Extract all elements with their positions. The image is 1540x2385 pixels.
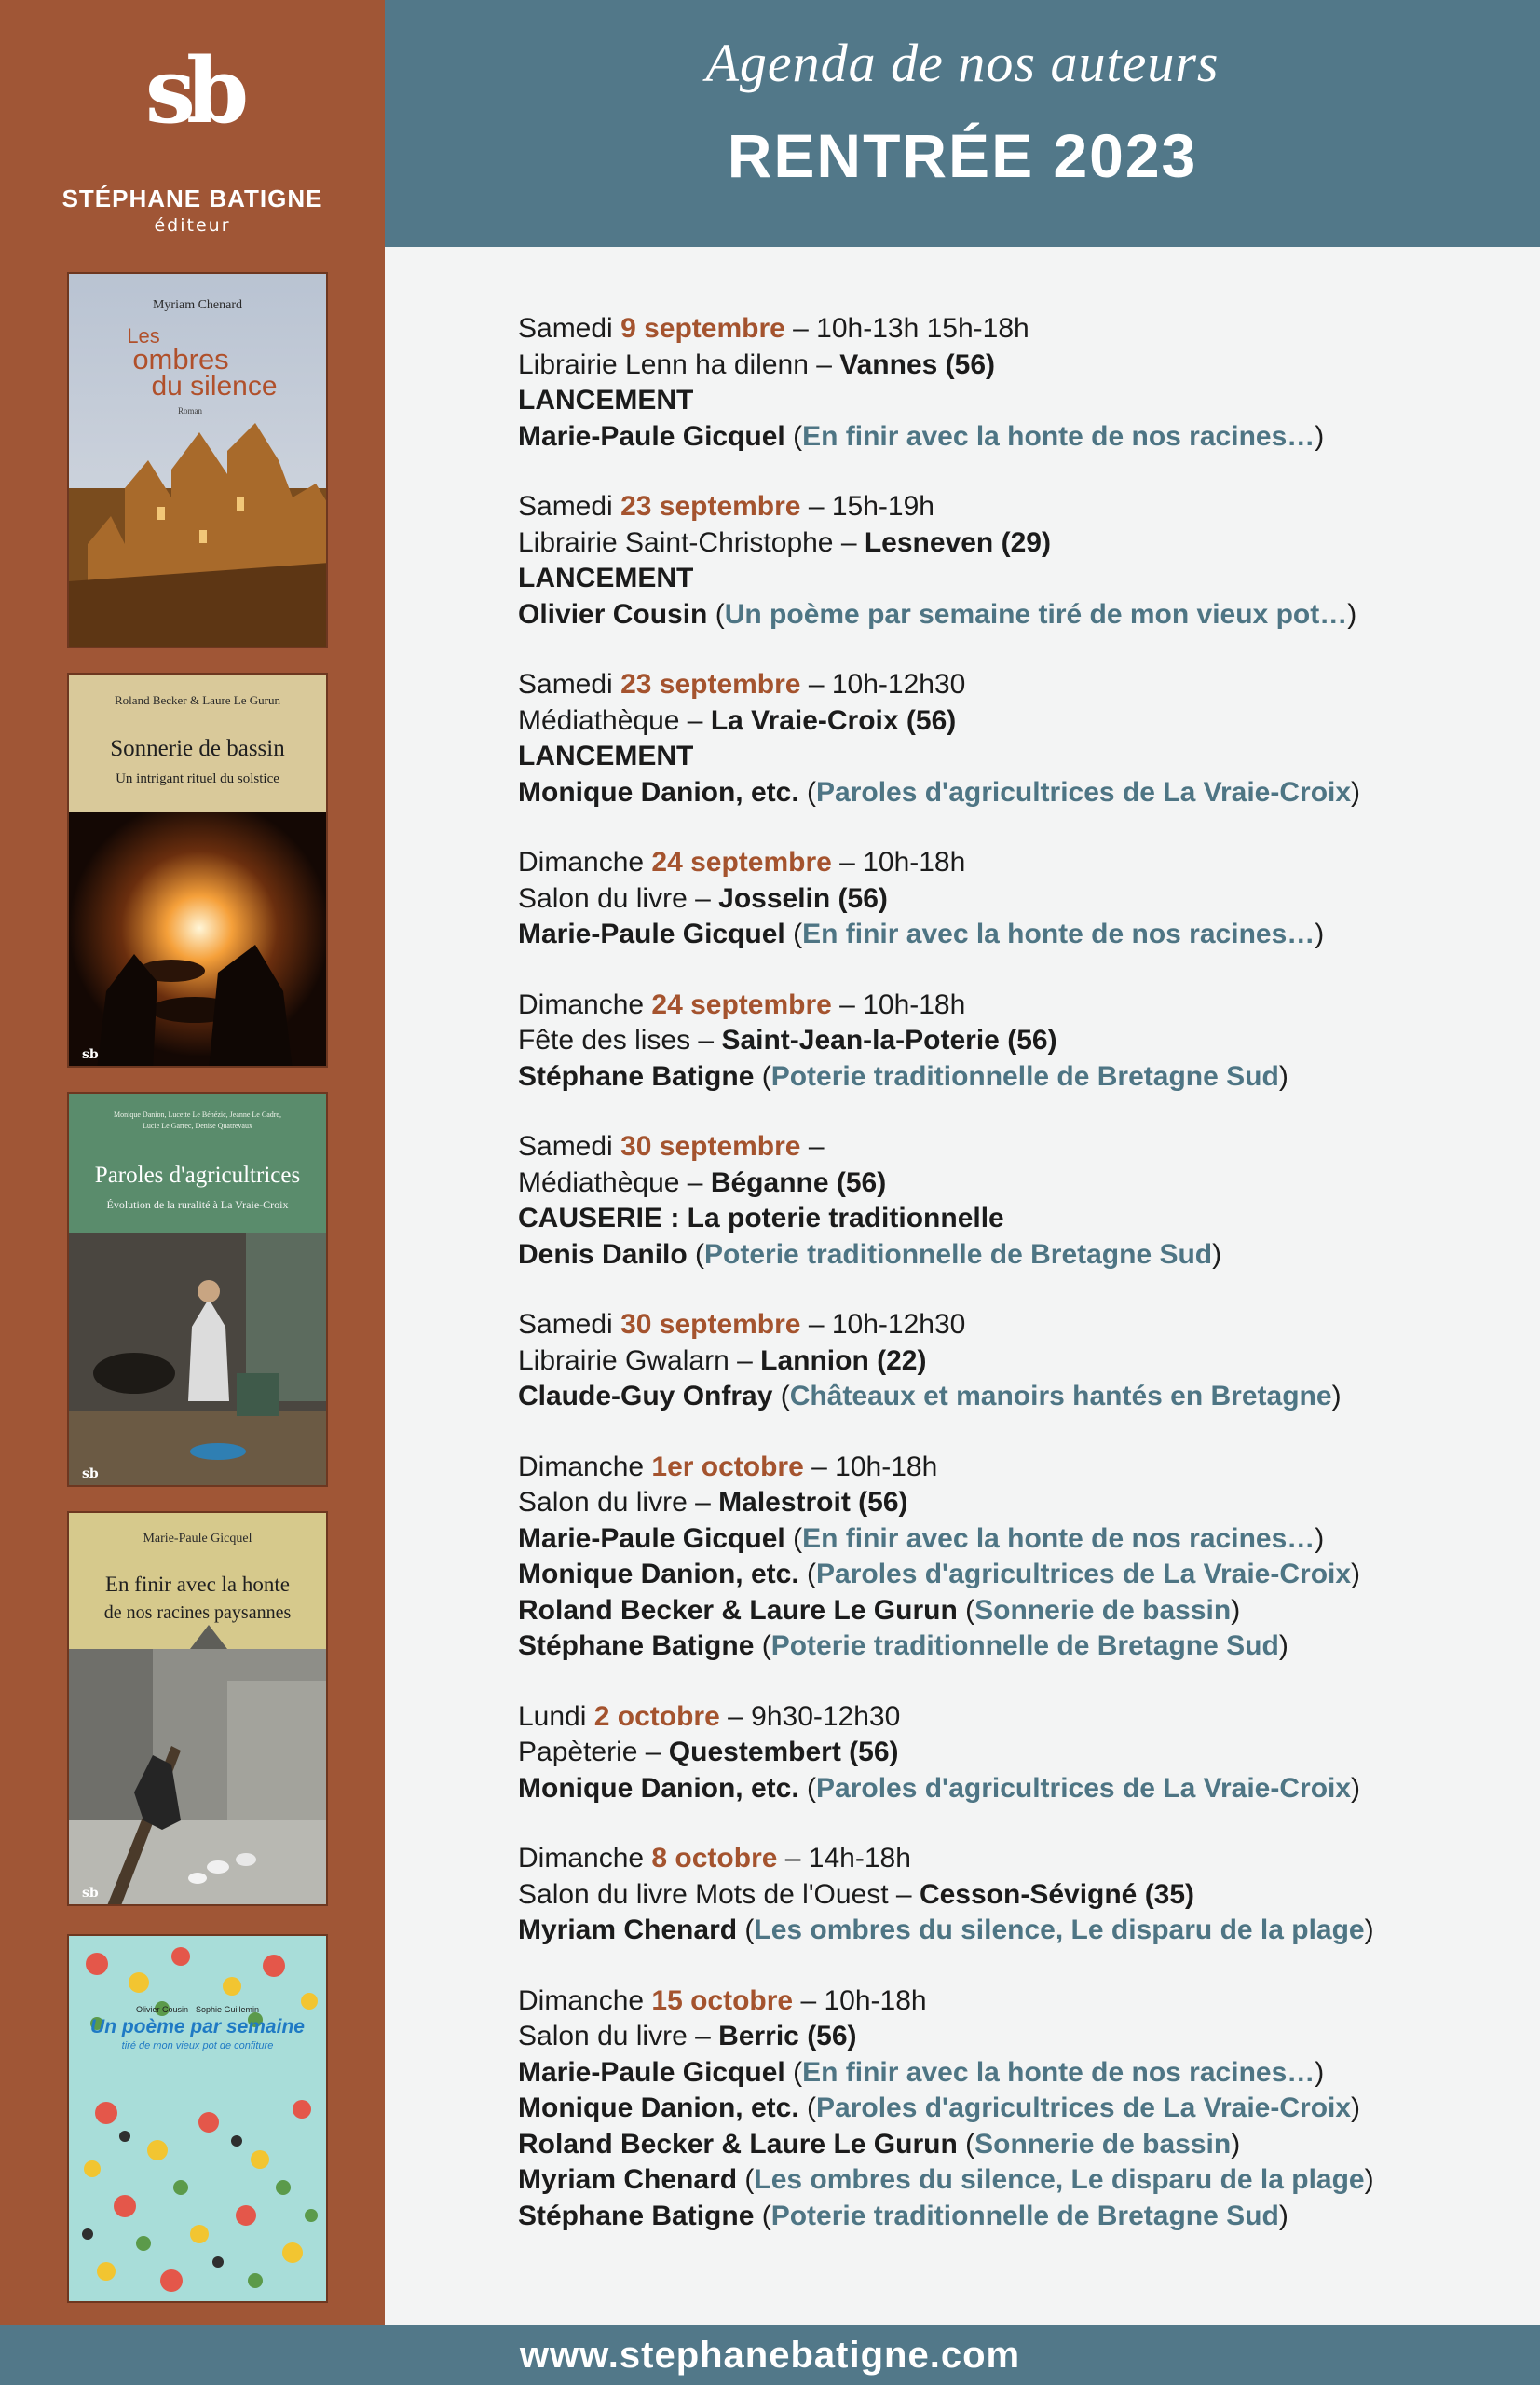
publisher-subtitle: éditeur (154, 215, 231, 236)
event-venue: Fête des lises (518, 1025, 691, 1056)
book-title-link[interactable]: Paroles d'agricultrices de La Vraie-Croix (816, 2092, 1352, 2123)
book-title-link[interactable]: En finir avec la honte de nos racines… (802, 420, 1315, 452)
event-author-line: Monique Danion, etc. (Paroles d'agricultrices de La Vraie-Croix) (518, 776, 1361, 808)
author-name: Denis Danilo (518, 1238, 688, 1270)
book-title-link[interactable]: En finir avec la honte de nos racines… (802, 2056, 1315, 2088)
event-date-line: Samedi 30 septembre – (518, 1131, 825, 1162)
event-author-line: Marie-Paule Gicquel (En finir avec la honte de nos racines…) (518, 2056, 1325, 2088)
event-author-line: Monique Danion, etc. (Paroles d'agricultrices de La Vraie-Croix) (518, 1559, 1361, 1589)
book-title-link[interactable]: Poterie traditionnelle de Bretagne Sud (770, 2200, 1279, 2231)
event-place: La Vraie-Croix (56) (710, 704, 957, 736)
event-venue-line: Librairie Saint-Christophe – Lesneven (29) (518, 526, 1051, 558)
event-venue: Librairie Saint-Christophe (518, 526, 834, 558)
event-author-line: Olivier Cousin (Un poème par semaine tiré de mon vieux pot…) (518, 598, 1357, 630)
cover-author: Olivier Cousin · Sophie Guillemin (135, 2005, 260, 2014)
event-day: Dimanche (518, 1984, 645, 2016)
event-author-line: Marie-Paule Gicquel (En finir avec la honte de nos racines…) (518, 919, 1325, 949)
event-block (518, 1129, 1506, 1273)
page-subtitle: RENTRÉE 2023 (727, 121, 1198, 190)
event-time: 14h-18h (808, 1843, 911, 1874)
event-time: 15h-19h (831, 491, 934, 522)
author-name: Monique Danion, etc. (518, 776, 799, 808)
event-block (518, 1450, 1506, 1665)
event-date: 8 octobre (651, 1843, 778, 1874)
author-name: Roland Becker & Laure Le Gurun (518, 2128, 958, 2160)
event-venue: Salon du livre (518, 1487, 688, 1518)
cover-genre: Roman (178, 406, 202, 416)
logo-mark: sb (144, 38, 240, 143)
cover-subtitle: Évolution de la ruralité à La Vraie-Croix (106, 1198, 289, 1211)
event-venue-line: Salon du livre Mots de l'Ouest – Cesson-Sévigné (35) (518, 1878, 1195, 1910)
event-place: Lannion (22) (760, 1344, 927, 1376)
book-title-link[interactable]: Poterie traditionnelle de Bretagne Sud (770, 1060, 1279, 1092)
event-date: 24 septembre (651, 847, 832, 878)
event-day: Samedi (518, 669, 613, 700)
event-date: 15 octobre (651, 1984, 794, 2016)
cover-illustration (69, 1936, 328, 2303)
book-title-link[interactable]: Les ombres du silence, Le disparu de la plage (754, 1915, 1365, 1945)
book-cover-en-finir-avec-la-honte[interactable] (67, 1511, 328, 1906)
event-date: 30 septembre (620, 1309, 801, 1340)
event-date-line: Dimanche 8 octobre – 14h-18h (518, 1843, 911, 1874)
cover-illustration (69, 1094, 328, 1487)
event-place: Béganne (56) (710, 1166, 887, 1198)
cover-logo: sb (82, 1047, 99, 1062)
event-venue: Salon du livre Mots de l'Ouest (518, 1878, 889, 1910)
event-date-line: Dimanche 1er octobre – 10h-18h (518, 1451, 938, 1482)
event-author-line: Marie-Paule Gicquel (En finir avec la honte de nos racines…) (518, 1522, 1325, 1554)
event-venue-line: Salon du livre – Berric (56) (518, 2021, 857, 2051)
book-title-link[interactable]: Sonnerie de bassin (974, 2128, 1232, 2160)
event-venue: Salon du livre (518, 882, 688, 914)
event-venue-line: Librairie Gwalarn – Lannion (22) (518, 1344, 927, 1376)
event-date: 9 septembre (620, 313, 785, 344)
cover-subtitle: tiré de mon vieux pot de confiture (121, 2040, 274, 2051)
cover-title-line2: ombres (132, 343, 229, 375)
event-venue: Salon du livre (518, 2021, 688, 2051)
event-date-line: Lundi 2 octobre – 9h30-12h30 (518, 1700, 901, 1732)
book-title-link[interactable]: Châteaux et manoirs hantés en Bretagne (789, 1381, 1332, 1411)
event-date-line: Dimanche 24 septembre – 10h-18h (518, 988, 966, 1020)
event-time: 10h-12h30 (831, 669, 966, 700)
book-title-link[interactable]: En finir avec la honte de nos racines… (802, 1522, 1315, 1554)
book-title-link[interactable]: Un poème par semaine tiré de mon vieux pot… (724, 598, 1348, 630)
cover-author: Roland Becker & Laure Le Gurun (115, 693, 280, 707)
author-name: Olivier Cousin (518, 598, 708, 630)
author-name: Stéphane Batigne (518, 1630, 755, 1661)
author-name: Stéphane Batigne (518, 2200, 755, 2231)
cover-author: Marie-Paule Gicquel (143, 1532, 252, 1546)
author-name: Monique Danion, etc. (518, 2092, 799, 2123)
event-author-line: Myriam Chenard (Les ombres du silence, Le disparu de la plage) (518, 1915, 1374, 1945)
event-venue-line: Salon du livre – Josselin (56) (518, 882, 888, 914)
event-time: 10h-18h (863, 847, 966, 878)
event-type: CAUSERIE : La poterie traditionnelle (518, 1203, 1004, 1233)
event-place: Berric (56) (718, 2021, 857, 2051)
event-date: 30 septembre (620, 1131, 801, 1162)
footer-website-link[interactable]: www.stephanebatigne.com (0, 2325, 1540, 2385)
book-title-link[interactable]: Poterie traditionnelle de Bretagne Sud (770, 1630, 1279, 1661)
cover-illustration (69, 675, 328, 1068)
event-day: Samedi (518, 491, 613, 522)
events-list (518, 311, 1506, 2269)
event-date-line: Samedi 23 septembre – 10h-12h30 (518, 669, 966, 700)
event-time: 10h-18h (824, 1984, 927, 2016)
event-time: 9h30-12h30 (751, 1700, 901, 1732)
event-place: Malestroit (56) (718, 1487, 908, 1518)
event-author-line: Stéphane Batigne (Poterie traditionnelle de Bretagne Sud) (518, 1630, 1288, 1661)
cover-title: Un poème par semaine (90, 2016, 305, 2037)
event-venue-line: Médiathèque – Béganne (56) (518, 1166, 887, 1198)
event-venue: Médiathèque (518, 1166, 680, 1198)
author-name: Marie-Paule Gicquel (518, 2056, 785, 2088)
cover-author: Myriam Chenard (152, 298, 243, 312)
event-place: Vannes (56) (839, 348, 996, 380)
event-date-line: Dimanche 15 octobre – 10h-18h (518, 1984, 927, 2016)
book-title-link[interactable]: Les ombres du silence, Le disparu de la plage (754, 2164, 1365, 2195)
event-day: Samedi (518, 313, 613, 344)
event-type: LANCEMENT (518, 385, 694, 416)
book-title-link[interactable]: Paroles d'agricultrices de La Vraie-Croix (816, 1559, 1352, 1589)
event-day: Samedi (518, 1131, 613, 1162)
event-block (518, 1307, 1506, 1415)
sidebar (0, 0, 385, 2325)
event-author-line: Denis Danilo (Poterie traditionnelle de Bretagne Sud) (518, 1238, 1222, 1270)
event-author-line: Marie-Paule Gicquel (En finir avec la honte de nos racines…) (518, 420, 1325, 452)
cover-title-line2: de nos racines paysannes (103, 1602, 292, 1623)
event-date: 23 septembre (620, 669, 801, 700)
event-venue: Librairie Lenn ha dilenn (518, 348, 809, 380)
book-cover-un-poeme-par-semaine[interactable] (67, 1934, 328, 2303)
author-name: Marie-Paule Gicquel (518, 1522, 785, 1554)
cover-author-line1: Monique Danion, Lucette Le Bénézic, Jeanne Le Cadre, (114, 1111, 281, 1119)
event-venue-line: Fête des lises – Saint-Jean-la-Poterie (56) (518, 1025, 1057, 1056)
event-author-line: Myriam Chenard (Les ombres du silence, Le disparu de la plage) (518, 2164, 1374, 2195)
event-place: Josselin (56) (718, 882, 888, 914)
event-time: 10h-18h (863, 988, 966, 1020)
event-author-line: Stéphane Batigne (Poterie traditionnelle de Bretagne Sud) (518, 1060, 1288, 1092)
event-date: 24 septembre (651, 988, 832, 1020)
book-title-link[interactable]: Poterie traditionnelle de Bretagne Sud (704, 1238, 1213, 1270)
event-day: Lundi (518, 1700, 587, 1732)
event-date-line: Samedi 30 septembre – 10h-12h30 (518, 1309, 966, 1340)
author-name: Roland Becker & Laure Le Gurun (518, 1594, 958, 1626)
event-type: LANCEMENT (518, 563, 694, 593)
author-name: Myriam Chenard (518, 1915, 738, 1945)
event-venue-line: Salon du livre – Malestroit (56) (518, 1487, 908, 1518)
author-name: Marie-Paule Gicquel (518, 420, 785, 452)
event-place: Lesneven (29) (864, 526, 1051, 558)
event-date: 23 septembre (620, 491, 801, 522)
page-title: Agenda de nos auteurs (705, 33, 1220, 93)
event-place: Saint-Jean-la-Poterie (56) (721, 1025, 1057, 1056)
publisher-name: STÉPHANE BATIGNE (61, 184, 323, 212)
book-cover-ombres-du-silence[interactable] (67, 272, 328, 648)
event-block (518, 311, 1506, 455)
publisher-logo[interactable] (0, 38, 385, 236)
event-block (518, 667, 1506, 811)
event-date-line: Samedi 9 septembre – 10h-13h 15h-18h (518, 313, 1029, 344)
event-time: 10h-13h 15h-18h (816, 313, 1029, 344)
event-author-line: Stéphane Batigne (Poterie traditionnelle de Bretagne Sud) (518, 2200, 1288, 2231)
event-block (518, 845, 1506, 953)
book-title-link[interactable]: Paroles d'agricultrices de La Vraie-Croix (816, 776, 1352, 808)
event-author-line: Roland Becker & Laure Le Gurun (Sonnerie de bassin) (518, 2128, 1241, 2160)
event-block (518, 1841, 1506, 1949)
event-venue-line: Librairie Lenn ha dilenn – Vannes (56) (518, 348, 996, 380)
event-author-line: Roland Becker & Laure Le Gurun (Sonnerie de bassin) (518, 1594, 1241, 1626)
event-day: Dimanche (518, 1451, 645, 1482)
event-block (518, 1699, 1506, 1807)
event-venue: Librairie Gwalarn (518, 1344, 729, 1376)
book-cover-sonnerie-de-bassin[interactable] (67, 673, 328, 1068)
cover-title-line1: En finir avec la honte (105, 1573, 290, 1596)
event-date-line: Dimanche 24 septembre – 10h-18h (518, 847, 966, 878)
book-cover-paroles-d-agricultrices[interactable] (67, 1092, 328, 1487)
event-venue-line: Médiathèque – La Vraie-Croix (56) (518, 704, 957, 736)
event-venue: Médiathèque (518, 704, 680, 736)
book-title-link[interactable]: En finir avec la honte de nos racines… (802, 919, 1315, 949)
event-date-line: Samedi 23 septembre – 15h-19h (518, 491, 934, 522)
event-date: 1er octobre (651, 1451, 804, 1482)
event-author-line: Monique Danion, etc. (Paroles d'agricultrices de La Vraie-Croix) (518, 2092, 1361, 2123)
author-name: Claude-Guy Onfray (518, 1381, 773, 1411)
event-block (518, 489, 1506, 633)
cover-author-line2: Lucie Le Garrec, Denise Quatrevaux (143, 1122, 252, 1130)
cover-logo: sb (82, 1466, 99, 1481)
event-author-line: Claude-Guy Onfray (Châteaux et manoirs hantés en Bretagne) (518, 1381, 1342, 1411)
event-time: 10h-12h30 (831, 1309, 966, 1340)
author-name: Myriam Chenard (518, 2164, 738, 2195)
event-time: 10h-18h (835, 1451, 938, 1482)
event-venue-line: Papèterie – Questembert (56) (518, 1737, 899, 1767)
event-place: Cesson-Sévigné (35) (919, 1878, 1195, 1910)
cover-title-line1: Les (127, 324, 160, 348)
event-place: Questembert (56) (668, 1737, 899, 1767)
page-header (385, 0, 1540, 247)
cover-title: Sonnerie de bassin (110, 736, 285, 761)
cover-title: Paroles d'agricultrices (94, 1163, 301, 1188)
book-title-link[interactable]: Paroles d'agricultrices de La Vraie-Croix (816, 1772, 1352, 1804)
event-block (518, 988, 1506, 1096)
event-date: 2 octobre (593, 1700, 720, 1732)
event-author-line: Monique Danion, etc. (Paroles d'agricultrices de La Vraie-Croix) (518, 1772, 1361, 1804)
event-day: Dimanche (518, 1843, 645, 1874)
event-day: Dimanche (518, 988, 645, 1020)
cover-title-line3: du silence (151, 371, 278, 402)
author-name: Monique Danion, etc. (518, 1559, 799, 1589)
event-day: Samedi (518, 1309, 613, 1340)
book-title-link[interactable]: Sonnerie de bassin (974, 1594, 1232, 1626)
event-day: Dimanche (518, 847, 645, 878)
author-name: Stéphane Batigne (518, 1060, 755, 1092)
cover-subtitle: Un intrigant rituel du solstice (116, 771, 279, 786)
author-name: Marie-Paule Gicquel (518, 919, 785, 949)
event-type: LANCEMENT (518, 741, 694, 771)
author-name: Monique Danion, etc. (518, 1772, 799, 1804)
cover-logo: sb (82, 1886, 99, 1901)
event-venue: Papèterie (518, 1737, 638, 1767)
event-block (518, 1983, 1506, 2235)
